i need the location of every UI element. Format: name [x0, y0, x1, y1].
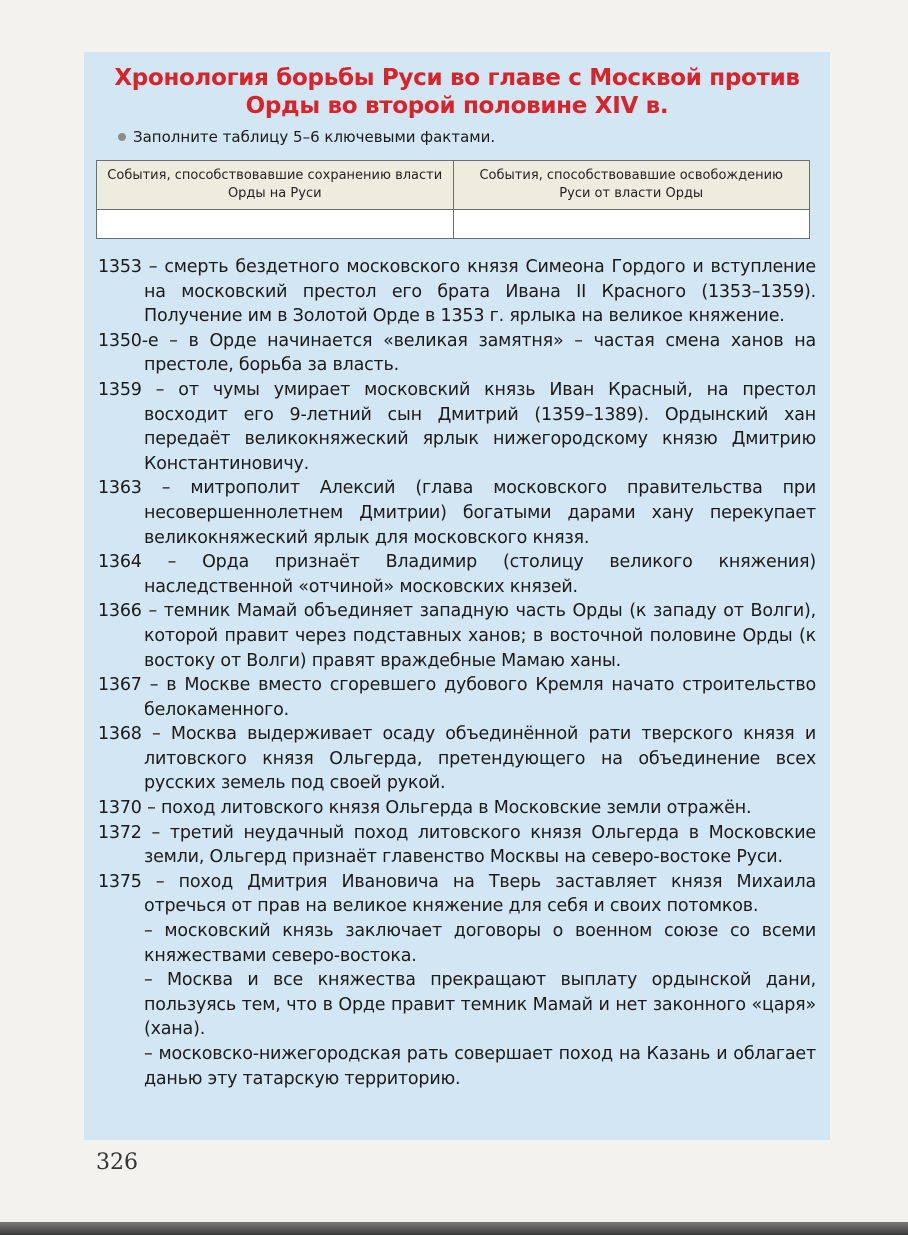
entry-1353: 1353 – смерть бездетного московского князя Симеона Гордого и вступление на московский престол его брата Ивана II Красного (1353–1359). Получение им в Золотой Орде в 1353 г. ярлыка на великое княжение. [98, 257, 816, 327]
entry-1366: 1366 – темник Мамай объединяет западную часть Орды (к западу от Волги), которой правит через подставных ханов; в восточной половине Орды (к востоку от Волги) правят враждебные Мамаю ханы. [98, 601, 816, 671]
table-header-liberate: События, способствовавшие освобождению Руси от власти Орды [453, 161, 810, 210]
entry-1372: 1372 – третий неудачный поход литовского князя Ольгерда в Московские земли, Ольгерд признаёт главенство Москвы на северо-востоке Руси. [98, 822, 816, 868]
entry-1370: 1370 – поход литовского князя Ольгерда в Московские земли отражён. [98, 798, 752, 819]
entry-1368: 1368 – Москва выдерживает осаду объединённой рати тверского князя и литовского князя Ольгерда, претендующего на объединение всех русских земель под своей рукой. [98, 724, 816, 794]
task-instruction [118, 128, 816, 146]
page-number: 326 [96, 1150, 138, 1175]
chronology-panel [84, 52, 830, 1140]
task-text: Заполните таблицу 5–6 ключевыми фактами. [133, 128, 496, 146]
entry-1363: 1363 – митрополит Алексий (глава московского правительства при несовершеннолетнем Дмитрии) богатыми дарами хану перекупает великокняжеский ярлык для московского князя. [98, 478, 816, 548]
entry-1375-kazan: – московско-нижегородская рать совершает поход на Казань и облагает данью эту татарскую территорию. [144, 1044, 816, 1089]
bullet-icon [118, 133, 126, 141]
entry-1359: 1359 – от чумы умирает московский князь Иван Красный, на престол восходит его 9-летний сын Дмитрий (1359–1389). Ордынский хан передаёт великокняжеский ярлык нижегородскому князю Дмитрию Константиновичу. [98, 379, 816, 474]
entry-1350s: 1350-е – в Орде начинается «великая замятня» – частая смена ханов на престоле, борьба за власть. [98, 330, 816, 376]
entry-1375: 1375 – поход Дмитрия Ивановича на Тверь заставляет князя Михаила отречься от прав на великое княжение для себя и своих потомков. [98, 871, 816, 917]
entry-1367: 1367 – в Москве вместо сгоревшего дубового Кремля начато строительство белокаменного. [98, 675, 816, 720]
facts-table [96, 160, 810, 239]
table-header-preserve: События, способствовавшие сохранению власти Орды на Руси [97, 161, 454, 210]
scan-edge [0, 1222, 908, 1235]
table-row [97, 210, 810, 239]
entry-1364: 1364 – Орда признаёт Владимир (столицу великого княжения) наследственной «отчиной» московских князей. [98, 552, 816, 597]
entry-1375-tribute: – Москва и все княжества прекращают выплату ордынской дани, пользуясь тем, что в Орде правит темник Мамай и нет законного «царя» (хана). [144, 970, 816, 1040]
title-line-1: Хронология борьбы Руси во главе с Москвой против [114, 65, 800, 91]
table-header-row [97, 161, 810, 210]
entry-1375-alliances: – московский князь заключает договоры о военном союзе со всеми княжествами северо-востока. [144, 921, 816, 966]
table-cell-preserve[interactable] [97, 210, 454, 239]
page-title [98, 64, 816, 120]
title-line-2: Орды во второй половине XIV в. [245, 93, 669, 119]
chronology-list [98, 255, 816, 1091]
table-cell-liberate[interactable] [453, 210, 810, 239]
